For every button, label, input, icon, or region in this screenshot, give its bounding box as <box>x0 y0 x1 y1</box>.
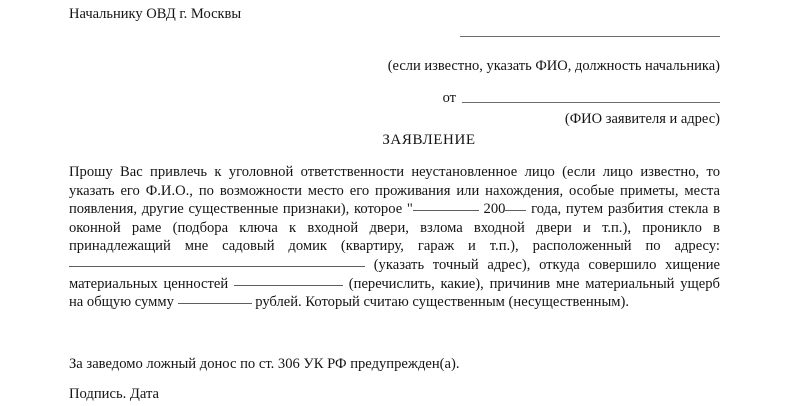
year-blank[interactable] <box>505 210 526 211</box>
false-denunciation-warning: За заведомо ложный донос по ст. 306 УК РФ предупрежден(а). <box>69 356 460 372</box>
body-segment-2: 200 <box>478 201 506 218</box>
signature-date-line: Подпись. Дата <box>69 386 159 402</box>
addressee-caption: (если известно, указать ФИО, должность начальника) <box>387 58 720 74</box>
addressee-line: Начальнику ОВД г. Москвы <box>69 6 242 22</box>
damage-sum-blank[interactable] <box>178 303 252 304</box>
address-blank[interactable] <box>69 266 365 267</box>
applicant-fill-rule[interactable] <box>462 102 720 103</box>
body-segment-1: Прошу Вас привлечь к уголовной ответственности неустановленное лицо (если лицо известно, то указать его Ф.И.О., по возможности место его проживания или нахождения, особые приметы, места появления, другие существенные признаки), которое " <box>69 164 720 218</box>
statement-paragraph <box>69 163 720 312</box>
applicant-caption: (ФИО заявителя и адрес) <box>564 111 720 127</box>
body-segment-4: (указать точный адрес), откуда совершило хищение материальных ценностей <box>69 256 720 292</box>
addressee-fill-rule[interactable] <box>460 36 720 37</box>
body-segment-5: (перечислить, какие), причинив мне материальный ущерб на общую сумму <box>69 275 720 311</box>
from-label: от <box>442 90 456 106</box>
body-segment-6: рублей. Который считаю существенным (несущественным). <box>251 294 630 311</box>
addressee-fill-rule-row <box>460 36 720 37</box>
document-title: ЗАЯВЛЕНИЕ <box>382 132 476 148</box>
applicant-fill-rule-row <box>442 89 720 106</box>
date-blank[interactable] <box>413 210 479 211</box>
stolen-items-blank[interactable] <box>234 285 343 286</box>
body-segment-3: года, путем разбития стекла в оконной раме (подбора ключа к входной двери, взлома входной двери и т.п.), проникло в принадлежащий мне садовый домик (квартиру, гараж и т.п.), расположенный по адресу: <box>69 201 720 255</box>
statement-body <box>69 163 720 312</box>
